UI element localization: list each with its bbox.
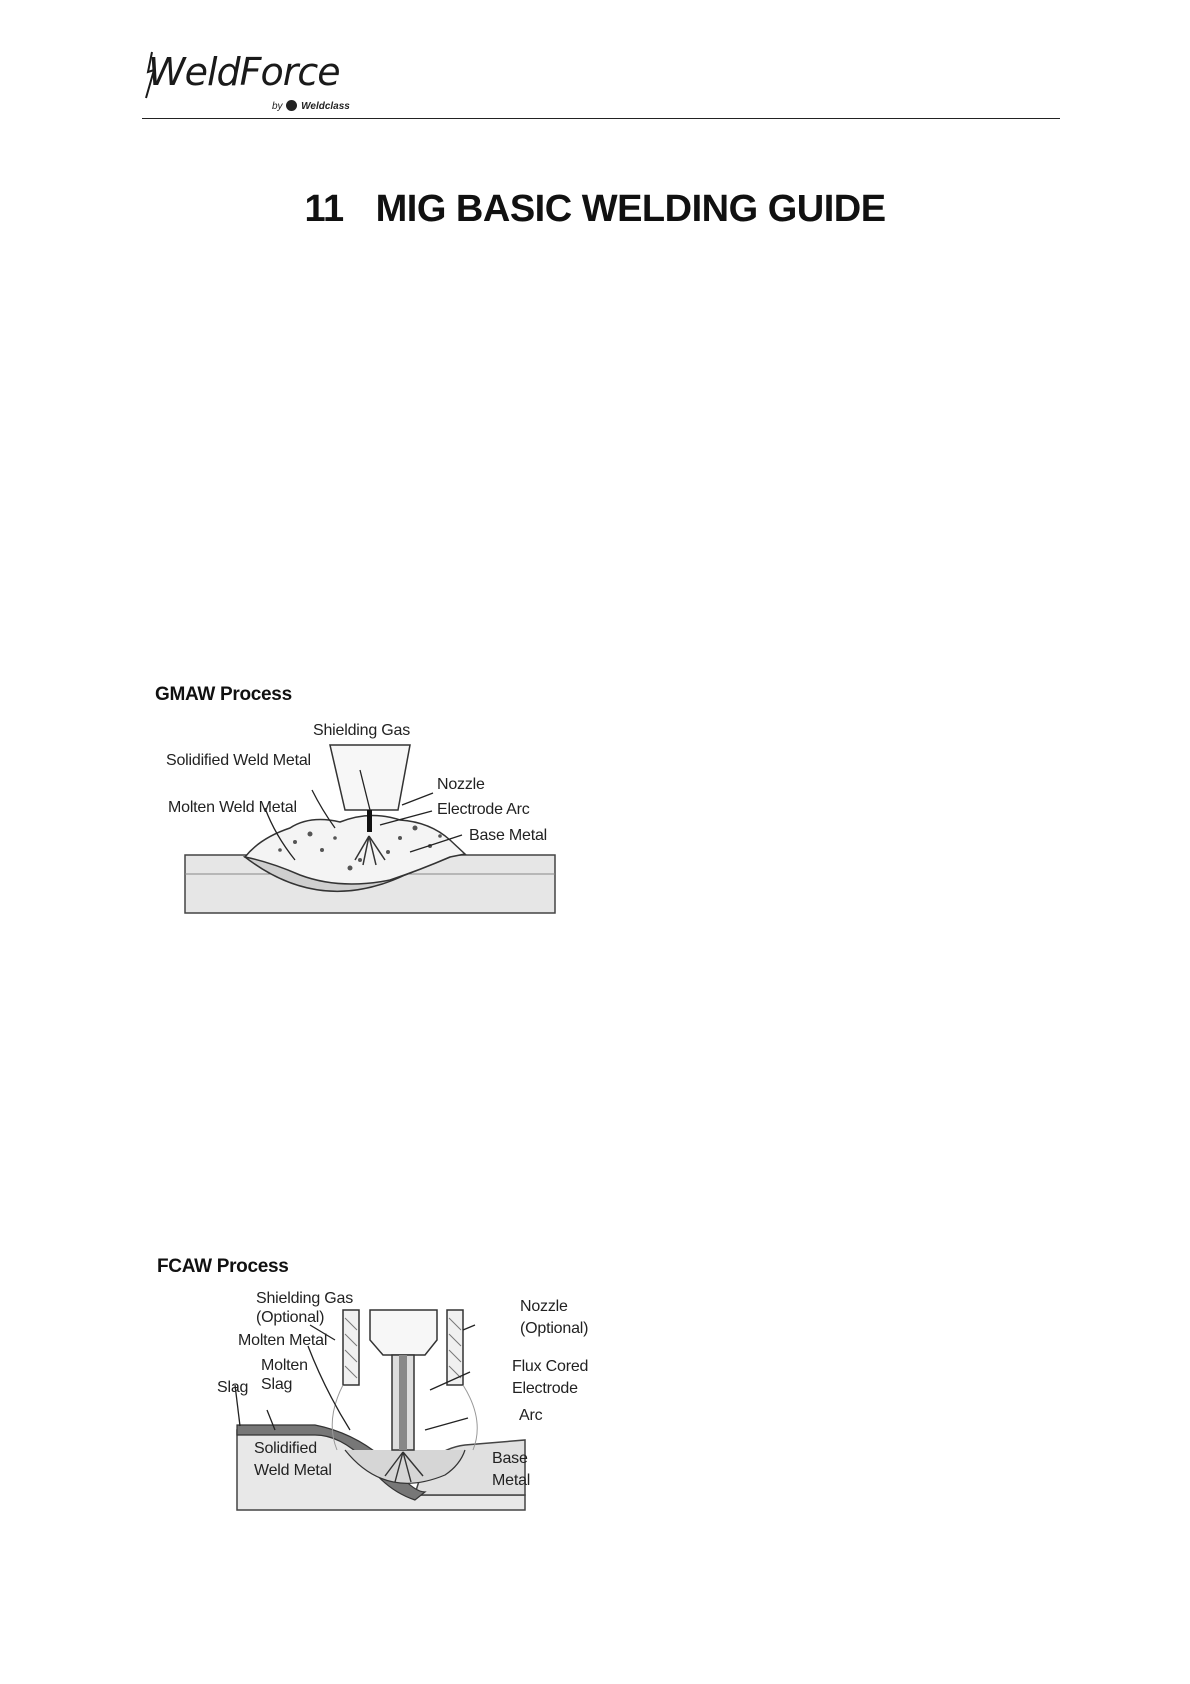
gmaw-label-electrode-arc: Electrode Arc (437, 801, 530, 818)
weldclass-logo-icon (286, 100, 297, 111)
fcaw-label-molten-metal: Molten Metal (238, 1332, 328, 1349)
gmaw-label-shielding-gas: Shielding Gas (313, 722, 411, 739)
fcaw-label-flux-cored-2: Electrode (512, 1380, 578, 1397)
fcaw-label-arc: Arc (519, 1407, 543, 1424)
gmaw-electrode (367, 810, 372, 832)
gmaw-label-nozzle: Nozzle (437, 776, 485, 793)
fcaw-label-molten-slag-1: Molten (261, 1357, 308, 1374)
fcaw-caption: FCAW Process (157, 1256, 289, 1277)
fcaw-label-base-2: Metal (492, 1472, 531, 1489)
gmaw-caption: GMAW Process (155, 684, 292, 705)
fcaw-label-solidified-1: Solidified (254, 1440, 317, 1457)
section-number: 11 (304, 188, 344, 230)
fcaw-label-nozzle-2: (Optional) (520, 1320, 589, 1337)
logo-text: WeldForce (148, 50, 340, 94)
gmaw-label-base-metal: Base Metal (469, 827, 548, 844)
gmaw-label-molten-weld-metal: Molten Weld Metal (168, 799, 297, 816)
fcaw-label-molten-slag-2: Slag (261, 1376, 293, 1393)
fcaw-label-shielding-gas-1: Shielding Gas (256, 1290, 354, 1307)
logo-sub-prefix: by (272, 101, 283, 112)
fcaw-label-flux-cored-1: Flux Cored (512, 1358, 589, 1375)
gmaw-label-solidified-weld-metal: Solidified Weld Metal (166, 752, 311, 769)
logo-subtitle (272, 100, 350, 112)
header-divider (142, 118, 1060, 119)
fcaw-label-slag: Slag (217, 1379, 249, 1396)
fcaw-label-shielding-gas-2: (Optional) (256, 1309, 325, 1326)
fcaw-label-nozzle-1: Nozzle (520, 1298, 568, 1315)
fcaw-contact-tip (370, 1310, 437, 1355)
logo-sub-brand: Weldclass (301, 101, 350, 112)
fcaw-label-solidified-2: Weld Metal (254, 1462, 332, 1479)
section-title-text: MIG BASIC WELDING GUIDE (375, 188, 886, 230)
fcaw-label-base-1: Base (492, 1450, 528, 1467)
gmaw-nozzle (330, 745, 410, 810)
section-title (0, 188, 1190, 231)
